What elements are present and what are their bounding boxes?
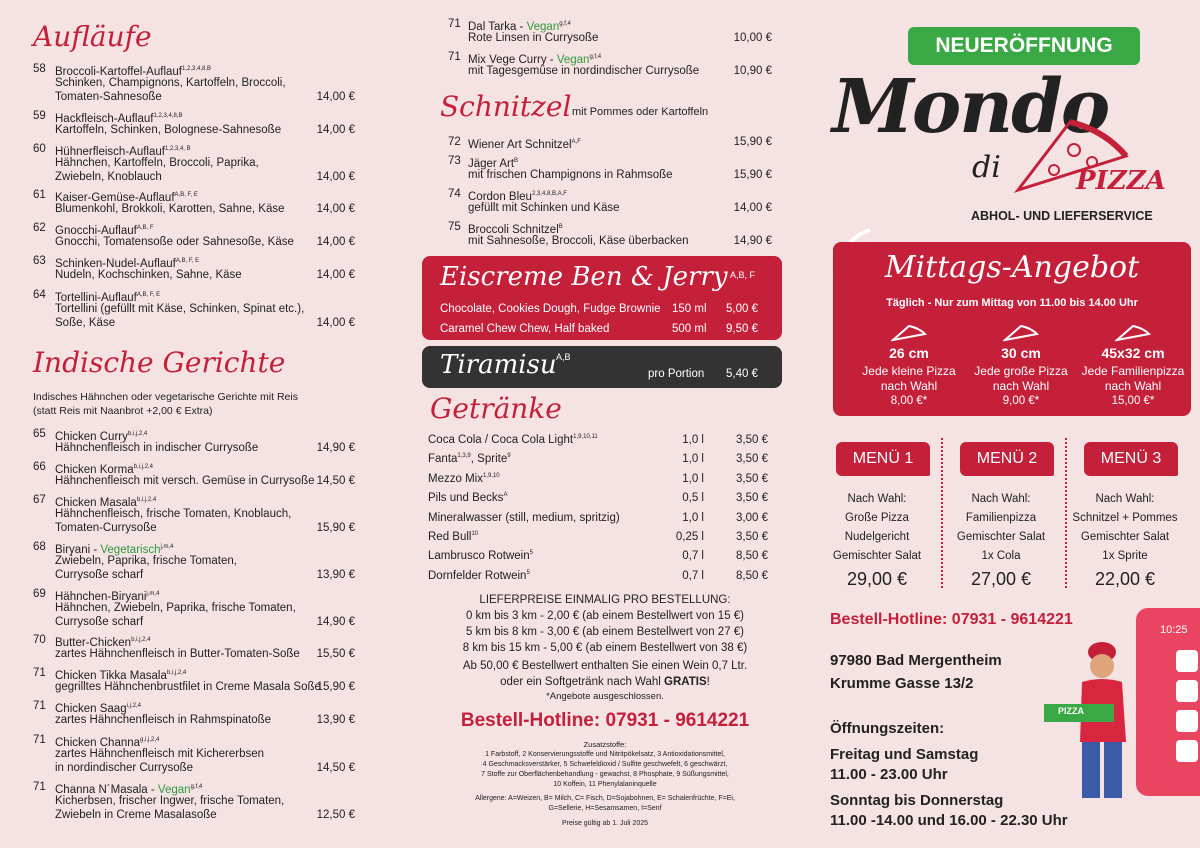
item-name-text: Chicken Masala <box>55 496 137 509</box>
app-icon <box>1176 680 1198 702</box>
item-number: 58 <box>33 63 46 75</box>
item-number: 69 <box>33 588 46 600</box>
item-allergens: B <box>514 158 519 164</box>
hotline-right[interactable]: Bestell-Hotline: 07931 - 9614221 <box>830 611 1073 628</box>
drink-name-text: Mineralwasser (still, medium, spritzig) <box>428 511 620 524</box>
drink-quantity: 0,7 l <box>682 550 704 563</box>
drink-price: 3,50 € <box>736 531 768 543</box>
offer-end: ! <box>706 676 710 688</box>
drink-name-text: Pils und Becks <box>428 492 504 505</box>
brand-pizza: PIZZA <box>1076 166 1166 196</box>
drink-row <box>428 473 768 489</box>
item-price: 14,50 € <box>316 475 355 487</box>
item-price: 14,90 € <box>316 442 355 454</box>
item-allergens: A,F <box>571 139 581 145</box>
allergene-text: Allergene: A=Weizen, B= Milch, C= Fisch, D=Sojabohnen, E= Schalenfrüchte, F=Ei, G=Sellerie, H=Sesamsamen, I=Senf <box>475 795 735 812</box>
item-description: zartes Hähnchenfleisch in Rahmspinatoße <box>55 714 272 726</box>
item-price: 14,00 € <box>316 171 355 183</box>
app-icon <box>1176 710 1198 732</box>
menu-item <box>33 700 355 728</box>
menu-item <box>33 428 355 456</box>
drink-quantity: 1,0 l <box>682 453 704 466</box>
zusatz-text: 1 Farbstoff, 2 Konservierungsstoffe und Nitritpökelsatz, 3 Antioxidationsmittel, 4 Geschmacksverstärker, 5 Schwefeldioxid / Sulfite geschwefelt, 6 geschwärzt, 7 Stoffe zur Oberflächenbehandlung - gewachst, 8 Phosphate, 9 Süßungsmittel, 10 Koffein, 11 Phenylalaninquelle <box>481 751 729 788</box>
section-title-getraenke: Getränke <box>430 392 562 425</box>
item-allergens: 1,2,3,4,8,B <box>181 66 212 72</box>
item-price: 10,00 € <box>733 32 772 44</box>
menu-price: 22,00 € <box>1094 569 1156 589</box>
item-name-text: Hackfleisch-Auflauf <box>55 112 154 125</box>
item-name-text: Chicken Curry <box>55 430 128 443</box>
item-description: gegrilltes Hähnchenbrustfilet in Creme Masala Soße <box>55 681 321 693</box>
item-allergens: g,f,4 <box>589 54 602 60</box>
item-number: 74 <box>448 188 461 200</box>
item-allergens: g,f,4 <box>190 784 203 790</box>
item-allergens: A,B, F, E <box>136 292 161 298</box>
item-price: 14,00 € <box>316 317 355 329</box>
drink-name-text: Red Bull <box>428 531 472 543</box>
item-number: 71 <box>448 51 461 63</box>
offer-text: Jede kleine Pizza nach Wahl <box>862 364 956 393</box>
offer-price: 8,00 €* <box>890 395 928 407</box>
item-price: 14,00 € <box>316 269 355 281</box>
app-icon <box>1176 740 1198 762</box>
item-number: 65 <box>33 428 46 440</box>
item-description: gefüllt mit Schinken und Käse <box>468 202 620 214</box>
eiscreme-row-name: Caramel Chew Chew, Half baked <box>440 323 610 335</box>
drink-name <box>428 550 533 562</box>
item-name-text: Wiener Art Schnitzel <box>468 138 572 151</box>
drink-row <box>428 531 768 547</box>
menu-item <box>33 222 355 250</box>
delivery-man-icon <box>1040 632 1150 808</box>
hours-2: 11.00 -14.00 und 16.00 - 22.30 Uhr <box>830 812 1068 829</box>
item-price: 14,00 € <box>316 203 355 215</box>
item-price: 13,90 € <box>316 714 355 726</box>
item-description: Hähnchenfleisch, frische Tomaten, Knoblauch, Tomaten-Currysoße <box>55 508 292 534</box>
drink-price: 8,50 € <box>736 550 768 563</box>
menu-label: MENÜ 1 <box>836 442 930 476</box>
drink-name-2: , Sprite <box>470 453 508 466</box>
drink-price: 3,00 € <box>736 511 768 524</box>
item-number: 71 <box>33 734 46 746</box>
drink-name <box>428 531 478 543</box>
menu-item <box>33 667 355 695</box>
menu-item <box>33 634 355 662</box>
drink-name <box>428 492 507 504</box>
drink-price: 3,50 € <box>736 472 768 485</box>
neueroeffnung-badge: NEUERÖFFNUNG <box>908 27 1140 65</box>
drink-price: 3,50 € <box>736 492 768 505</box>
item-number: 59 <box>33 110 46 122</box>
item-name-text: Hähnchen-Biryani <box>55 590 147 603</box>
item-description: Hähnchen, Kartoffeln, Broccoli, Paprika, Zwiebeln, Knoblauch <box>55 157 259 183</box>
item-allergens: B <box>558 224 563 230</box>
menu-label: MENÜ 2 <box>960 442 1054 476</box>
menu-item <box>33 255 355 283</box>
menu-item <box>448 188 772 216</box>
drink-name <box>428 570 530 582</box>
drink-quantity: 0,7 l <box>682 569 704 582</box>
item-allergens: 1,2,3,4, B <box>164 146 191 152</box>
drink-allergens: A <box>503 492 508 499</box>
item-description: Kartoffeln, Schinken, Bolognese-Sahnesoße <box>55 124 282 136</box>
item-name-text: Chicken Channa <box>55 736 141 749</box>
item-allergens: g,i,j,2,4 <box>140 737 160 743</box>
drink-name-text: Fanta <box>428 453 458 466</box>
item-tag: Vegan <box>526 20 560 33</box>
section-title-indisch: Indische Gerichte <box>33 346 286 379</box>
item-name-text: Hühnerfleisch-Auflauf <box>55 145 165 158</box>
item-description: Nudeln, Kochschinken, Sahne, Käse <box>55 269 242 281</box>
zusatz-title: Zusatzstoffe: <box>583 740 627 749</box>
eiscreme-banner <box>422 256 782 340</box>
item-price: 14,00 € <box>316 124 355 136</box>
menu-item <box>33 110 355 138</box>
item-allergens: A,B, F, E <box>174 192 198 198</box>
menu-price: 27,00 € <box>970 569 1032 589</box>
item-price: 15,90 € <box>733 169 772 181</box>
drink-row <box>428 550 768 566</box>
item-description: mit Tagesgemüse in nordindischer Currysoße <box>468 65 700 77</box>
item-description: zartes Hähnchenfleisch mit Kichererbsen in nordindischer Currysoße <box>55 748 265 774</box>
item-allergens: b,i,j,2,4 <box>136 497 157 503</box>
item-allergens: A,B, F <box>136 225 154 231</box>
item-name-text: Gnocchi-Auflauf <box>55 224 137 237</box>
item-name-text: Chicken Korma <box>55 463 134 476</box>
item-name-text: Chicken Tikka Masala <box>55 669 167 682</box>
offer-text: Jede große Pizza nach Wahl <box>974 364 1068 393</box>
service-text: ABHOL- UND LIEFERSERVICE <box>971 209 1153 223</box>
offer-gratis: GRATIS <box>664 676 707 688</box>
item-price: 14,90 € <box>733 235 772 247</box>
item-price: 14,50 € <box>316 762 355 774</box>
item-allergens: j,m,4 <box>146 591 160 597</box>
pizza-box-label: PIZZA <box>1058 706 1084 716</box>
menu-item <box>33 541 355 583</box>
item-number: 68 <box>33 541 46 553</box>
tiramisu-unit: pro Portion <box>648 368 705 380</box>
item-name-text: Cordon Bleu <box>468 190 532 203</box>
hotline-middle[interactable]: Bestell-Hotline: 07931 - 9614221 <box>460 710 750 731</box>
item-allergens: b,i,j,2,4 <box>127 431 148 437</box>
item-description: Tortellini (gefüllt mit Käse, Schinken, Spinat etc.), Soße, Käse <box>55 303 305 329</box>
item-price: 15,50 € <box>316 648 355 660</box>
item-number: 61 <box>33 189 46 201</box>
offer-price: 9,00 €* <box>1002 395 1040 407</box>
item-price: 14,00 € <box>316 236 355 248</box>
drink-quantity: 0,5 l <box>682 492 704 505</box>
hours-2-label: Sonntag bis Donnerstag <box>830 792 1004 809</box>
mittags-subtitle: Täglich - Nur zum Mittag von 11.00 bis 14.00 Uhr <box>886 297 1138 309</box>
item-name-text: Biryani - <box>55 543 101 556</box>
item-tag: Vegan <box>157 783 191 796</box>
item-description: Zwiebeln, Paprika, frische Tomaten, Currysoße scharf <box>55 555 237 581</box>
item-name-text: Kaiser-Gemüse-Auflauf <box>55 191 175 204</box>
item-number: 71 <box>33 781 46 793</box>
drink-quantity: 1,0 l <box>682 434 704 446</box>
drink-price: 8,50 € <box>736 569 768 582</box>
brand-di: di <box>972 150 1001 185</box>
item-name-text: Broccoli-Kartoffel-Auflauf <box>55 65 182 78</box>
menu-item <box>33 734 355 776</box>
pizza-slice-icon <box>891 324 927 342</box>
item-description: zartes Hähnchenfleisch in Butter-Tomaten-Soße <box>55 648 300 660</box>
drink-quantity: 1,0 l <box>682 511 704 524</box>
drink-allergens: 1,3,9 <box>457 453 471 460</box>
item-number: 62 <box>33 222 46 234</box>
divider <box>1065 438 1067 588</box>
drink-row <box>428 453 768 469</box>
item-description: Rote Linsen in Currysoße <box>468 32 599 44</box>
item-name-text: Jäger Art <box>468 157 515 170</box>
drink-name-text: Mezzo Mix <box>428 472 483 485</box>
item-allergens: j,m,4 <box>160 544 174 550</box>
menu-item <box>448 155 772 183</box>
eiscreme-row-price: 9,50 € <box>726 323 758 335</box>
item-price: 13,90 € <box>316 569 355 581</box>
column-right <box>800 0 1200 848</box>
menu-item <box>33 781 355 823</box>
item-allergens: i,j,2,4 <box>126 703 141 709</box>
item-description: Hähnchenfleisch mit versch. Gemüse in Currysoße <box>55 475 315 487</box>
item-tag: Vegetarisch <box>100 543 161 556</box>
section-title-auflaeufe: Aufläufe <box>33 20 152 53</box>
drink-name-text: Lambrusco Rotwein <box>428 550 530 563</box>
drink-price: 3,50 € <box>736 434 768 446</box>
item-price: 10,90 € <box>733 65 772 77</box>
offer-line-2 <box>420 674 790 690</box>
item-description: Hähnchen, Zwiebeln, Paprika, frische Tomaten, Currysoße scharf <box>55 602 296 628</box>
drink-row <box>428 570 768 586</box>
item-description: Gnocchi, Tomatensoße oder Sahnesoße, Käse <box>55 236 294 248</box>
offer-size: 45x32 cm <box>1101 345 1165 361</box>
eiscreme-title: Eiscreme Ben & Jerry <box>440 262 728 292</box>
app-icon <box>1176 650 1198 672</box>
drink-quantity: 1,0 l <box>682 472 704 485</box>
drink-name <box>428 434 598 446</box>
item-description: Hähnchenfleisch in indischer Currysoße <box>55 442 259 454</box>
menu-label: MENÜ 3 <box>1084 442 1178 476</box>
item-name-text: Dal Tarka - <box>468 20 527 33</box>
item-allergens: b,i,j,2,4 <box>166 670 187 676</box>
menu-description: Nach Wahl: Schnitzel + Pommes Gemischter Salat 1x Sprite <box>1072 493 1178 562</box>
hours-1-label: Freitag und Samstag <box>830 746 979 763</box>
item-name-text: Chicken Saag <box>55 702 127 715</box>
drink-quantity: 0,25 l <box>675 531 704 543</box>
item-description: mit frischen Champignons in Rahmsoße <box>468 169 673 181</box>
item-price: 15,90 € <box>733 136 772 148</box>
mittags-title: Mittags-Angebot <box>884 250 1140 285</box>
drink-row <box>428 512 768 528</box>
tiramisu-banner <box>422 346 782 388</box>
schnitzel-subtitle: mit Pommes oder Kartoffeln <box>572 106 709 118</box>
section-title-schnitzel: Schnitzel <box>440 90 572 123</box>
item-number: 72 <box>448 136 461 148</box>
drink-name-text: Coca Cola / Coca Cola Light <box>428 434 574 446</box>
menu-item <box>448 18 772 46</box>
menu-description: Nach Wahl: Familienpizza Gemischter Salat 1x Cola <box>956 493 1046 562</box>
item-tag: Vegan <box>556 53 590 66</box>
drink-allergens: 1,9,10,11 <box>573 434 598 441</box>
item-price: 14,00 € <box>316 91 355 103</box>
tiramisu-title: Tiramisu <box>440 350 557 380</box>
item-description: mit Sahnesoße, Broccoli, Käse überbacken <box>468 235 689 247</box>
indisch-intro: Indisches Hähnchen oder vegetarische Gerichte mit Reis (statt Reis mit Naanbrot +2,00 € Extra) <box>33 391 298 417</box>
item-description: Schinken, Champignons, Kartoffeln, Broccoli, Tomaten-Sahnesoße <box>55 77 286 103</box>
menu-item <box>33 143 355 185</box>
item-number: 64 <box>33 289 46 301</box>
item-name-text: Broccoli Schnitzel <box>468 223 559 236</box>
drink-name <box>428 473 500 485</box>
menu-item <box>33 588 355 630</box>
item-name-text: Channa N´Masala - <box>55 783 158 796</box>
drink-allergens-2: 9 <box>507 453 511 460</box>
drink-allergens: 1,9,10 <box>482 472 500 479</box>
item-number: 67 <box>33 494 46 506</box>
item-allergens: 1,2,3,4,8,B <box>153 113 183 119</box>
item-name-text: Mix Vege Curry - <box>468 53 557 66</box>
offer-line-1: Ab 50,00 € Bestellwert enthalten Sie einen Wein 0,7 Ltr. <box>462 660 748 672</box>
item-price: 15,90 € <box>316 681 355 693</box>
tiramisu-allergens: A,B <box>556 352 571 362</box>
offer-excluded: *Angebote ausgeschlossen. <box>546 691 664 702</box>
menu-item <box>33 189 355 217</box>
offer-price: 15,00 €* <box>1111 395 1155 407</box>
offer-size: 30 cm <box>1001 345 1041 361</box>
phone-time: 10:25 <box>1160 624 1188 636</box>
pizza-slice-icon <box>1003 324 1039 342</box>
mittags-angebot-box <box>833 242 1191 416</box>
offer-text: Jede Familienpizza nach Wahl <box>1081 364 1185 393</box>
menu-item <box>33 494 355 536</box>
offer-text: oder ein Softgetränk nach Wahl <box>500 676 665 688</box>
menu-item <box>448 221 772 249</box>
hours-title: Öffnungszeiten: <box>830 720 945 737</box>
item-name <box>468 136 581 152</box>
eiscreme-row-qty: 500 ml <box>672 323 707 335</box>
drink-name-text: Dornfelder Rotwein <box>428 569 527 582</box>
hours-1: 11.00 - 23.00 Uhr <box>830 766 948 783</box>
item-allergens: b,i,j,2,4 <box>133 464 153 470</box>
pizza-slice-icon <box>1115 324 1151 342</box>
item-description: Kicherbsen, frischer Ingwer, frische Tomaten, Zwiebeln in Creme Masalasoße <box>55 795 285 821</box>
menu-price: 29,00 € <box>846 569 908 589</box>
item-price: 14,90 € <box>316 616 355 628</box>
item-number: 75 <box>448 221 461 233</box>
item-allergens: 2,3,4,8,B,A,F <box>531 191 567 197</box>
item-number: 71 <box>448 18 461 30</box>
drink-row <box>428 492 768 508</box>
drink-name <box>428 453 511 465</box>
eiscreme-row-qty: 150 ml <box>672 303 707 315</box>
item-price: 14,00 € <box>733 202 772 214</box>
item-allergens: b,i,j,2,4 <box>131 637 151 643</box>
eiscreme-allergens: A,B, F <box>730 270 756 280</box>
item-price: 12,50 € <box>316 809 355 821</box>
menu-item <box>33 461 355 489</box>
eiscreme-row-price: 5,00 € <box>726 303 758 315</box>
divider <box>941 438 943 588</box>
tiramisu-price: 5,40 € <box>726 368 758 380</box>
brand-name: Mondo <box>832 64 1109 150</box>
item-name-text: Tortellini-Auflauf <box>55 291 137 304</box>
item-allergens: g,f,4 <box>559 21 571 27</box>
offer-size: 26 cm <box>889 345 929 361</box>
address-line-1: 97980 Bad Mergentheim <box>830 652 1002 669</box>
item-allergens: A,B, F, E <box>175 258 200 264</box>
item-number: 73 <box>448 155 461 167</box>
drink-price: 3,50 € <box>736 453 768 466</box>
item-name-text: Butter-Chicken <box>55 636 132 649</box>
menu-item <box>33 289 355 331</box>
address-line-2: Krumme Gasse 13/2 <box>830 675 974 692</box>
item-number: 71 <box>33 700 46 712</box>
item-name-text: Schinken-Nudel-Auflauf <box>55 257 176 270</box>
menu-description: Nach Wahl: Große Pizza Nudelgericht Gemischter Salat <box>832 493 922 562</box>
drink-name <box>428 512 620 524</box>
item-number: 71 <box>33 667 46 679</box>
item-number: 66 <box>33 461 46 473</box>
valid-date: Preise gültig ab 1. Juli 2025 <box>562 820 648 827</box>
drink-allergens: 5 <box>529 550 533 557</box>
item-description: Blumenkohl, Brokkoli, Karotten, Sahne, Käse <box>55 203 285 215</box>
item-number: 60 <box>33 143 46 155</box>
drink-allergens: 10 <box>471 531 479 538</box>
item-number: 70 <box>33 634 46 646</box>
item-number: 63 <box>33 255 46 267</box>
item-price: 15,90 € <box>316 522 355 534</box>
menu-item <box>448 51 772 79</box>
drink-allergens: 5 <box>526 569 530 576</box>
lieferpreise: LIEFERPREISE EINMALIG PRO BESTELLUNG: 0 km bis 3 km - 2,00 € (ab einem Bestellwert von 15 €) 5 km bis 8 km - 3,00 € (ab einem Bestellwert von 27 €) 8 km bis 15 km - 5,00 € (ab einem Bestellwert von 38 €) <box>462 594 748 654</box>
drink-row <box>428 434 768 450</box>
menu-item <box>33 63 355 105</box>
eiscreme-row-name: Chocolate, Cookies Dough, Fudge Brownie <box>440 303 661 315</box>
